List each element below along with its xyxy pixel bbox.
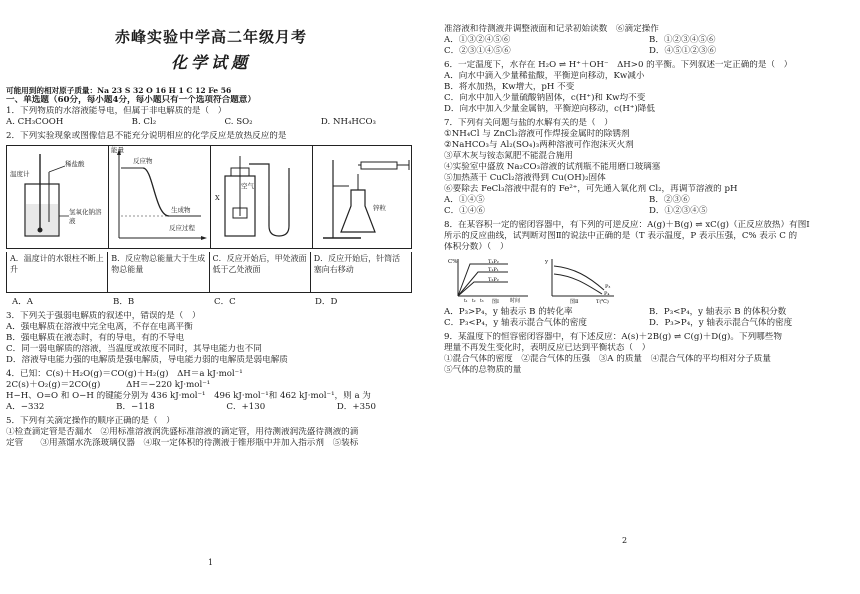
energy-axis-label: 能量	[111, 146, 124, 155]
u-tube-drawing	[211, 146, 312, 246]
q4-option-c: C．+130	[226, 402, 266, 413]
q2-caption-a: A．温度计的水银柱不断上升	[7, 252, 108, 292]
graph1-ylabel: C%	[448, 259, 458, 265]
q4-line-1: 4．已知：C(s)＋H₂O(g)＝CO(g)＋H₂(g) ΔH＝a kJ·mol⁻¹	[6, 369, 243, 380]
graph1-xlabel: 时间	[510, 298, 521, 304]
graph2-curve-label-2: P₄	[604, 291, 610, 297]
q2-caption-d: D．反应开始后，针筒活塞向右移动	[313, 254, 401, 275]
graph2-ylabel: y	[545, 259, 549, 265]
naoh-solution-label: 氢氧化钠溶液	[69, 208, 102, 225]
q5-option-d: D．④⑤①②③⑥	[649, 46, 717, 56]
q7-item-2: ②NaHCO₃与 Al₂(SO₄)₃两种溶液可作泡沫灭火剂	[444, 140, 634, 150]
q3-stem: 3．下列关于强弱电解质的叙述中，错误的是（ ）	[6, 311, 201, 322]
q4-options	[6, 402, 416, 413]
reactant-label: 反应物	[133, 157, 153, 166]
q9-line-2: 理量不再发生变化时，表明反应已达到平衡状态（ ）	[444, 343, 651, 353]
q1-options	[6, 117, 416, 128]
q6-stem: 6．一定温度下，水存在 H₂O ⇌ H⁺＋OH⁻ ΔH>0 的平衡。下列叙述一定正确的是（ ）	[444, 60, 793, 70]
q4-option-d: D．+350	[336, 402, 376, 413]
q2-caption-b: B．反应物总能量大于生成物总能量	[108, 252, 209, 292]
q4-line-3: H−H、O=O 和 O−H 的键能分别为 436 kJ·mol⁻¹ 496 kJ·mol⁻¹和 462 kJ·mol⁻¹，则 a 为	[6, 391, 371, 402]
q2-option-d: D．D	[315, 297, 338, 308]
q8-line-1: 8．在某容积一定的密闭容器中，有下列的可逆反应：A(g)＋B(g) ⇌ xC(g)（正反应放热）有图Ⅰ	[444, 220, 810, 230]
q6-option-b: B．将水加热，Kw增大，pH 不变	[444, 82, 575, 92]
zinc-label: 锌粒	[373, 204, 386, 213]
q9-line-3: ①混合气体的密度 ②混合气体的压强 ③A 的质量 ④混合气体的平均相对分子质量	[444, 354, 771, 364]
q7-stem: 7．下列有关问题与盐的水解有关的是（ ）	[444, 118, 613, 128]
q1-option-b: B. Cl₂	[131, 117, 157, 128]
q8-graph-2	[544, 256, 618, 304]
q5-line-1: ①检查滴定管是否漏水 ②用标准溶液润洗盛标准溶液的滴定管，用待测液润洗盛待测液的滴	[6, 427, 359, 438]
q7-option-a: A．①④⑤	[444, 195, 485, 205]
reaction-path-label: 反应过程	[169, 224, 195, 233]
product-label: 生成物	[171, 206, 191, 215]
q8-option-a: A．P₃>P₄，y 轴表示 B 的转化率	[444, 307, 573, 317]
q2-figure-a	[7, 146, 109, 248]
x-label: X	[215, 194, 220, 203]
q9-line-4: ⑤气体的总物质的量	[444, 365, 522, 375]
atomic-masses: 可能用到的相对原子质量：Na 23 S 32 O 16 H 1 C 12 Fe 56	[6, 85, 232, 95]
q2-experiment-figure	[6, 145, 412, 249]
graph2-caption: 图Ⅱ	[570, 299, 579, 304]
q4-line-2: 2C(s)＋O₂(g)＝2CO(g) ΔH＝−220 kJ·mol⁻¹	[6, 380, 211, 391]
q2-captions	[6, 252, 412, 293]
section-one-heading: 一、单选题（60分，每小题4分，每小题只有一个选项符合题意）	[6, 95, 256, 106]
q5-line-2: 定管 ③用蒸馏水洗涤玻璃仪器 ④取一定体积的待测液于锥形瓶中并加入指示剂 ⑤装标	[6, 438, 359, 449]
q8-options-row-1	[444, 307, 854, 318]
q2-caption-c: C．反应开始后，甲处液面低于乙处液面	[210, 252, 311, 292]
q8-line-2: 所示的反应曲线，试判断对图Ⅱ的说法中正确的是（T 表示温度，P 表示压强，C% 表示 C 的	[444, 231, 798, 241]
q5-option-b: B．①②③④⑤⑥	[649, 35, 716, 45]
q1-option-a: A. CH₃COOH	[6, 117, 64, 128]
q8-option-c: C．P₃<P₄，y 轴表示混合气体的密度	[444, 318, 587, 328]
q3-option-b: B．强电解质在液态时，有的导电，有的不导电	[6, 333, 185, 344]
flask-syringe-drawing	[313, 146, 414, 246]
q2-options	[6, 297, 410, 308]
subject-title: 化学试题	[170, 53, 251, 73]
q8-options-row-2	[444, 318, 854, 329]
graph1-caption: 图Ⅰ	[492, 299, 499, 304]
q7-options-row-1	[444, 195, 854, 206]
right-page	[444, 24, 854, 594]
graph1-curve-label-1: T₁P₂	[488, 259, 499, 265]
q2-option-a: A．A	[12, 297, 34, 308]
q7-item-6: ⑥要除去 FeCl₃溶液中混有的 Fe²⁺，可先通入氧化剂 Cl₂，再调节溶液的 pH	[444, 184, 738, 194]
q2-figure-b	[109, 146, 211, 248]
q2-option-b: B．B	[113, 297, 135, 308]
q7-item-5: ⑤加热蒸干 CuCl₂溶液得到 Cu(OH)₂固体	[444, 173, 606, 183]
q1-option-c: C. SO₂	[224, 117, 253, 128]
q4-option-a: A．−332	[6, 402, 45, 413]
graph2-xlabel: T(℃)	[596, 299, 609, 304]
q8-graphs	[448, 256, 854, 304]
q7-item-3: ③草木灰与铵态氮肥不能混合施用	[444, 151, 573, 161]
q8-graph-1	[448, 256, 532, 304]
q3-option-c: C．同一弱电解质的溶液，当温度或浓度不同时，其导电能力也不同	[6, 344, 262, 355]
graph2-curve-label-1: P₃	[605, 284, 611, 290]
left-page	[6, 10, 416, 580]
q7-option-d: D．①②③④⑤	[649, 206, 708, 216]
thermometer-label: 温度计	[10, 170, 30, 179]
q3-option-d: D．溶液导电能力强的电解质是强电解质，导电能力弱的电解质是弱电解质	[6, 355, 288, 366]
q7-option-b: B．②③⑥	[649, 195, 690, 205]
graph1-tick-3: t₃	[480, 299, 484, 304]
q5-option-a: A．①③②④⑤⑥	[444, 35, 511, 45]
q8-option-b: B．P₃<P₄，y 轴表示 B 的体积分数	[649, 307, 787, 317]
q4-option-b: B．−118	[116, 402, 155, 413]
q1-stem: 1．下列物质的水溶液能导电，但属于非电解质的是（ ）	[6, 106, 227, 117]
q2-figure-c	[211, 146, 313, 248]
q8-line-3: 体积分数）（ ）	[444, 242, 509, 252]
q5-options-row-2	[444, 46, 854, 57]
graph1-tick-2: t₂	[472, 299, 476, 304]
air-label: 空气	[241, 182, 254, 191]
q5-options-row-1	[444, 35, 854, 46]
q7-item-4: ④实验室中盛放 Na₂CO₃溶液的试剂瓶不能用磨口玻璃塞	[444, 162, 661, 172]
right-page-number: 2	[622, 536, 628, 545]
q2-option-c: C．C	[214, 297, 236, 308]
q5-stem: 5．下列有关滴定操作的顺序正确的是（ ）	[6, 416, 175, 427]
q7-options-row-2	[444, 206, 854, 217]
beaker-thermometer-drawing	[7, 146, 108, 246]
q9-line-1: 9．某温度下的恒容密闭容器中，有下述反应：A(s)＋2B(g) ⇌ C(g)＋D(g)。下列哪些物	[444, 332, 782, 342]
graph1-curve-label-2: T₁P₁	[488, 267, 499, 273]
q7-item-1: ①NH₄Cl 与 ZnCl₂溶液可作焊接金属时的除锈剂	[444, 129, 630, 139]
q7-option-c: C．①④⑥	[444, 206, 485, 216]
q6-option-c: C．向水中加入少量硫酸钠固体，c(H⁺)和 Kw均不变	[444, 93, 646, 103]
school-title: 赤峰实验中学高二年级月考	[114, 28, 307, 46]
q2-stem: 2．下列实验现象或图像信息不能充分说明相应的化学反应是放热反应的是	[6, 131, 287, 142]
graph1-tick-1: t₁	[464, 299, 468, 304]
acid-label: 稀盐酸	[65, 160, 85, 169]
q8-option-d: D．P₃>P₄，y 轴表示混合气体的密度	[649, 318, 793, 328]
q3-option-a: A．强电解质在溶液中完全电离，不存在电离平衡	[6, 322, 193, 333]
left-page-number: 1	[208, 558, 214, 567]
q6-option-d: D．向水中加入少量金属钠，平衡逆向移动，c(H⁺)降低	[444, 104, 655, 114]
q5-line-3: 准溶液和待测液并调整液面和记录初始读数 ⑥滴定操作	[444, 24, 659, 34]
q5-option-c: C．②③①④⑤⑥	[444, 46, 511, 56]
graph1-curve-label-3: T₂P₂	[488, 277, 499, 283]
q1-option-d: D. NH₄HCO₃	[320, 117, 376, 128]
q6-option-a: A．向水中滴入少量稀盐酸，平衡逆向移动，Kw减小	[444, 71, 645, 81]
q2-figure-d	[313, 146, 414, 248]
